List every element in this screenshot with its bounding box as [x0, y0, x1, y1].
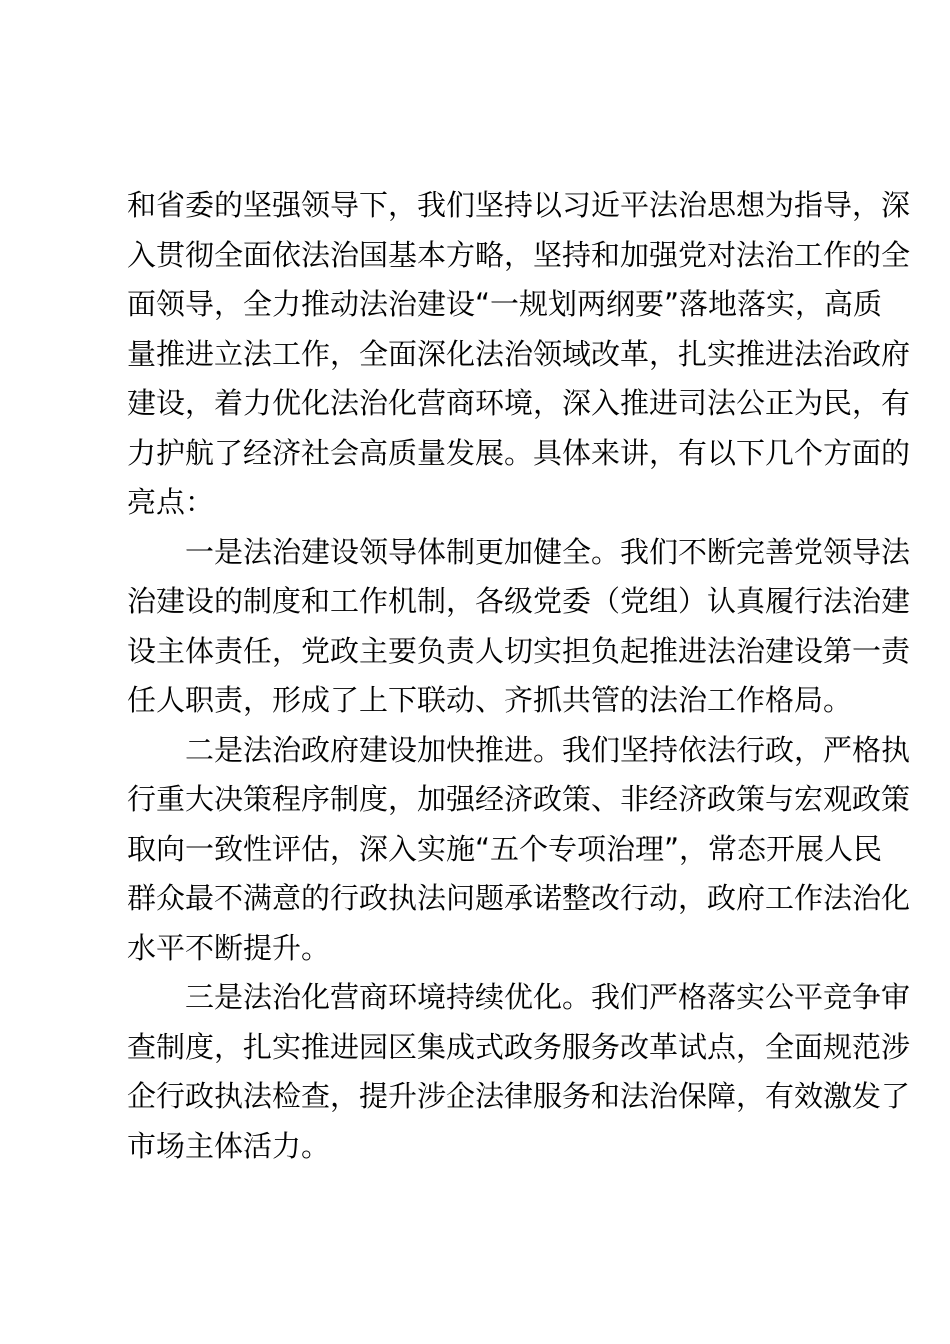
text-line: 三是法治化营商环境持续优化。我们严格落实公平竞争审	[185, 980, 911, 1014]
text-line: 入贯彻全面依法治国基本方略，坚持和加强党对法治工作的全	[127, 237, 911, 272]
text-line: 一是法治建设领导体制更加健全。我们不断完善党领导法	[185, 534, 911, 569]
paragraph-rule-of-law-government	[127, 726, 911, 974]
text-line: 企行政执法检查，提升涉企法律服务和法治保障，有效激发了	[127, 1079, 911, 1113]
text-line: 市场主体活力。	[127, 1128, 331, 1163]
paragraph-intro	[127, 181, 911, 528]
text-line: 量推进立法工作，全面深化法治领域改革，扎实推进法治政府	[127, 336, 911, 371]
text-line: 群众最不满意的行政执法问题承诺整改行动，政府工作法治化	[127, 881, 911, 915]
document-body	[127, 181, 911, 1171]
text-line: 行重大决策程序制度，加强经济政策、非经济政策与宏观政策	[127, 782, 911, 816]
text-line: 取向一致性评估，深入实施“五个专项治理”，常态开展人民	[127, 831, 883, 866]
text-line: 任人职责，形成了上下联动、齐抓共管的法治工作格局。	[127, 683, 853, 717]
text-line: 和省委的坚强领导下，我们坚持以习近平法治思想为指导，深	[127, 188, 911, 222]
text-line: 面领导，全力推动法治建设“一规划两纲要”落地落实，高质	[127, 287, 883, 321]
text-line: 查制度，扎实推进园区集成式政务服务改革试点，全面规范涉	[127, 1029, 911, 1064]
text-line: 建设，着力优化法治化营商环境，深入推进司法公正为民，有	[127, 386, 911, 420]
text-line: 亮点：	[127, 485, 215, 519]
paragraph-leadership-system	[127, 528, 911, 726]
text-line: 治建设的制度和工作机制，各级党委（党组）认真履行法治建	[127, 584, 911, 618]
text-line: 力护航了经济社会高质量发展。具体来讲，有以下几个方面的	[127, 435, 911, 470]
text-line: 设主体责任，党政主要负责人切实担负起推进法治建设第一责	[127, 633, 911, 668]
text-line: 二是法治政府建设加快推进。我们坚持依法行政，严格执	[185, 732, 911, 767]
text-line: 水平不断提升。	[127, 930, 331, 965]
paragraph-business-environment	[127, 973, 911, 1171]
